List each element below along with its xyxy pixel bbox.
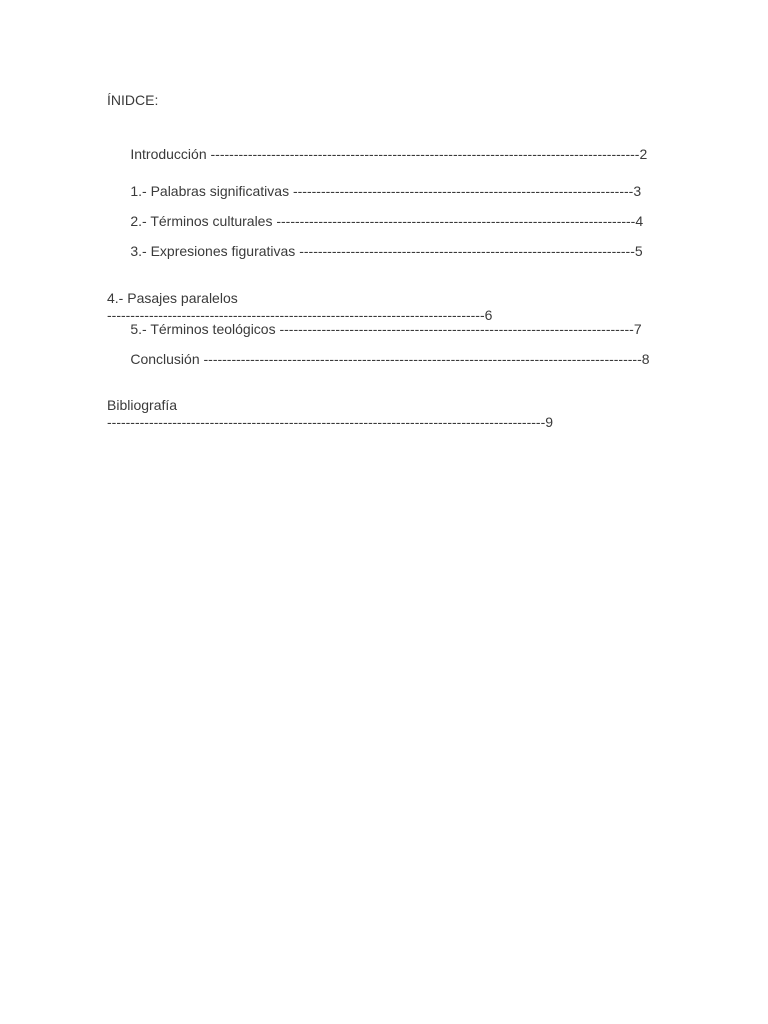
toc-entry-page-number: 9 [545,414,554,430]
toc-entry-page-number: 4 [635,213,644,229]
toc-entry-label: Conclusión [130,351,204,367]
toc-entry-label: 3.- Expresiones figurativas [130,243,300,259]
toc-entry-label: 1.- Palabras significativas [130,183,293,199]
toc-entry-leader: ---------------------------------------------------------------------------- [279,321,634,337]
toc-entry-label: Bibliografía [107,397,178,413]
toc-entry-label: 2.- Términos culturales [130,213,277,229]
toc-entry-leader: ------------------------------------------------------------------------ [299,243,635,259]
toc-entry-leader: ----------------------------------------------------------------------------- [276,213,636,229]
toc-entry-leader: ---------------------------------------------------------------------------------------------- [203,351,642,367]
toc-entry-label: 4.- Pasajes paralelos [107,290,238,306]
toc-entry-leader: -------------------------------------------------------------------------------------------- [210,146,640,162]
toc-entry-label: 5.- Términos teológicos [130,321,280,337]
toc-entry-page-number: 7 [633,321,642,337]
toc-entry-bibliografia [107,363,553,448]
toc-entry-leader: --------------------------------------------------------------------------------- [107,307,485,323]
table-of-contents [107,92,687,430]
toc-entry-page-number: 8 [641,351,650,367]
toc-entry-leader: ------------------------------------------------------------------------- [292,183,634,199]
toc-entry-page-number: 5 [634,243,643,259]
toc-entry-page-number: 6 [484,307,493,323]
toc-entry-page-number: 3 [633,183,642,199]
toc-entry-leader: ---------------------------------------------------------------------------------------------- [107,414,546,430]
toc-entry-label: Introducción [130,146,211,162]
toc-heading: ÍNIDCE: [107,92,159,108]
toc-entry-page-number: 2 [639,146,648,162]
